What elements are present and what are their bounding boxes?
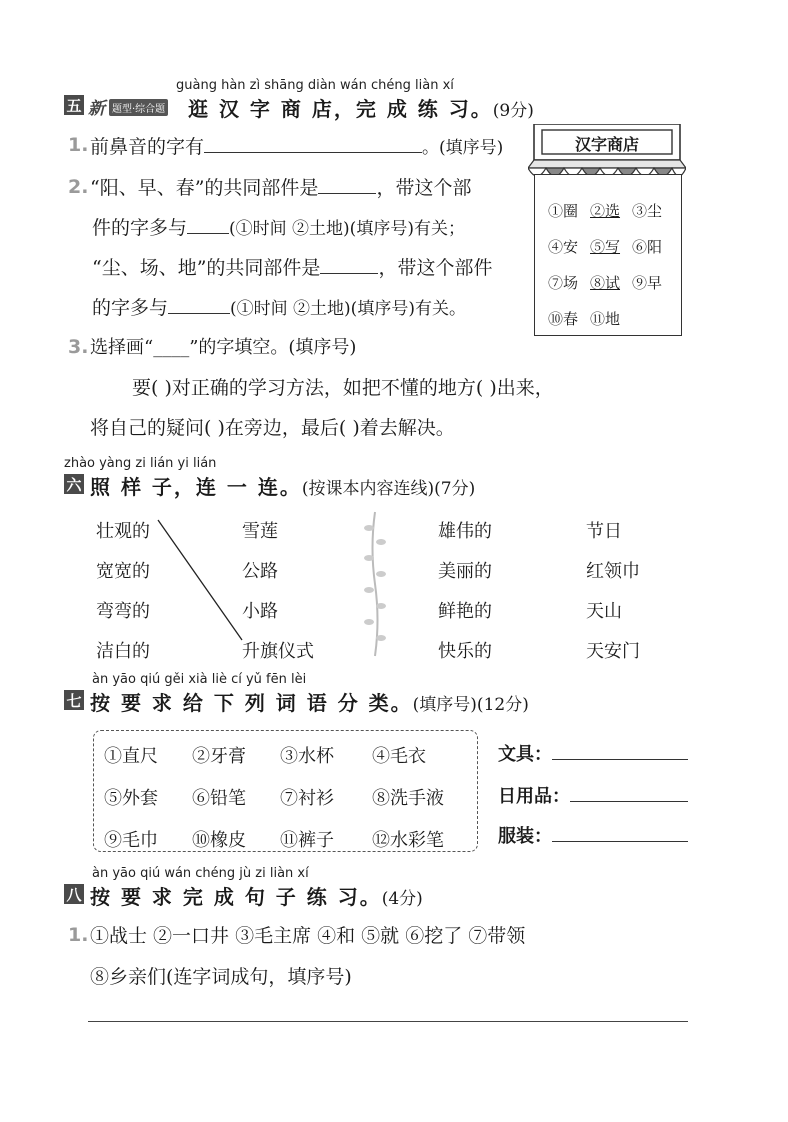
word-bank-row (104, 820, 462, 862)
match-right-col-b (586, 512, 640, 672)
match-item[interactable]: 鲜艳的 (438, 601, 492, 622)
q2-blank3[interactable] (320, 255, 378, 274)
sentence-answer-line[interactable] (88, 1021, 688, 1022)
sec5-score: (9分) (492, 101, 534, 121)
shop-row (548, 192, 674, 228)
sec7-title-text: 按 要 求 给 下 列 词 语 分 类。 (90, 691, 413, 715)
q1-number: 1. (68, 134, 89, 156)
word-bank (104, 736, 462, 862)
shop-chars (548, 192, 674, 336)
sec6-note: (按课本内容连线)(7分) (301, 479, 476, 499)
word-item: ⑥铅笔 (192, 788, 246, 809)
match-right-col-a (438, 512, 492, 672)
q2-line4-b: (①时间 ②土地)(填序号)有关。 (230, 299, 466, 319)
new-tag: 新 (88, 99, 105, 119)
sec8-pinyin: àn yāo qiú wán chéng jù zi liàn xí (92, 866, 309, 881)
shop-row (548, 228, 674, 264)
q2-line1-b: ，带这个部 (376, 177, 472, 199)
category-label: 日用品： (498, 786, 570, 807)
match-item[interactable]: 弯弯的 (96, 601, 150, 622)
q2-line4 (92, 293, 466, 320)
sec8-q1-line2: ⑧乡亲们(连字词成句，填序号) (90, 966, 352, 988)
shop-sign: 汉字商店 (574, 135, 639, 154)
shop-char: ⑧试 (590, 273, 621, 292)
sec7-note: (填序号)(12分) (412, 695, 529, 715)
word-item: ⑩橡皮 (192, 830, 246, 851)
match-item[interactable]: 红领巾 (586, 561, 640, 582)
category-answer-blank[interactable] (552, 743, 688, 760)
shop-row (548, 264, 674, 300)
q1-answer-blank[interactable] (204, 134, 422, 153)
q1-suffix: 。(填序号) (422, 138, 504, 158)
match-left-col-a (96, 512, 150, 672)
match-left-col-b (242, 512, 314, 672)
word-item: ⑤外套 (104, 788, 158, 809)
section-badge-5: 五 (64, 95, 84, 115)
q1-text (90, 132, 503, 159)
q2-line4-a: 的字多与 (92, 297, 169, 319)
sec6-title (90, 471, 475, 500)
word-item: ⑨毛巾 (104, 830, 158, 851)
section-badge-7: 七 (64, 690, 84, 710)
word-item: ③水杯 (280, 746, 334, 767)
word-bank-row (104, 736, 462, 778)
match-item[interactable]: 升旗仪式 (242, 641, 314, 662)
q2-blank1[interactable] (318, 175, 376, 194)
match-item[interactable]: 美丽的 (438, 561, 492, 582)
word-item: ⑪裤子 (280, 830, 334, 851)
match-item[interactable]: 洁白的 (96, 641, 150, 662)
sec8-title (90, 881, 423, 910)
sec8-title-text: 按 要 求 完 成 句 子 练 习。 (90, 885, 382, 909)
shop-char: ⑪地 (590, 309, 621, 328)
q2-line3-b: ，带这个部件 (378, 257, 493, 279)
sec7-title (90, 687, 529, 716)
shop-char: ⑨早 (632, 273, 663, 292)
shop-char: ①圈 (548, 201, 579, 220)
q3-number: 3. (68, 336, 89, 358)
q2-blank4[interactable] (168, 295, 230, 314)
sec8-q1-number: 1. (68, 924, 89, 946)
category-label: 服装： (498, 826, 552, 847)
q3-line2[interactable]: 将自己的疑问( )在旁边，最后( )着去解决。 (90, 417, 455, 439)
word-item: ⑦衬衫 (280, 788, 334, 809)
category-wenju (498, 740, 688, 766)
word-item: ①直尺 (104, 746, 158, 767)
q2-line2-a: 件的字多与 (92, 217, 188, 239)
shop-char: ③尘 (632, 201, 663, 220)
match-item[interactable]: 天安门 (586, 641, 640, 662)
q2-line2-b: (①时间 ②土地)(填序号)有关； (229, 219, 465, 239)
q2-number: 2. (68, 176, 89, 198)
sec8-q1-line1: ①战士 ②一口井 ③毛主席 ④和 ⑤就 ⑥挖了 ⑦带领 (90, 925, 526, 947)
word-item: ②牙膏 (192, 746, 246, 767)
sec7-pinyin: àn yāo qiú gěi xià liè cí yǔ fēn lèi (92, 672, 307, 687)
shop-char: ⑩春 (548, 309, 579, 328)
q1-prompt: 前鼻音的字有 (90, 136, 205, 158)
match-item[interactable]: 宽宽的 (96, 561, 150, 582)
match-item[interactable]: 天山 (586, 601, 622, 622)
word-item: ⑧洗手液 (372, 788, 444, 809)
sec5-pinyin: guàng hàn zì shāng diàn wán chéng liàn xí (176, 78, 454, 93)
vine-divider-icon (360, 508, 390, 660)
sec5-title (188, 93, 534, 122)
question-type-chip: 题型·综合题 (109, 99, 168, 116)
match-item[interactable]: 雄伟的 (438, 521, 492, 542)
q2-line3-a: “尘、场、地”的共同部件是 (92, 257, 321, 279)
q3-title: 选择画“____”的字填空。(填序号) (90, 337, 357, 358)
sec6-pinyin: zhào yàng zi lián yi lián (64, 456, 217, 471)
shop-char: ⑤写 (590, 237, 621, 256)
q3-line1[interactable]: 要( )对正确的学习方法，如把不懂的地方( )出来， (132, 377, 554, 399)
match-item[interactable]: 快乐的 (438, 641, 492, 662)
word-item: ⑫水彩笔 (372, 830, 444, 851)
q2-line1 (90, 173, 471, 200)
q2-blank2[interactable] (187, 215, 229, 234)
shop-char: ②选 (590, 201, 621, 220)
shop-char: ⑥阳 (632, 237, 663, 256)
shop-row (548, 300, 674, 336)
category-answer-blank[interactable] (570, 785, 688, 802)
sec8-note: (4分) (381, 889, 423, 909)
sec6-title-text: 照 样 子，连 一 连。 (90, 475, 302, 499)
match-item[interactable]: 小路 (242, 601, 278, 622)
word-item: ④毛衣 (372, 746, 426, 767)
word-bank-row (104, 778, 462, 820)
category-answer-blank[interactable] (552, 825, 688, 842)
category-fuzhuang (498, 822, 688, 848)
q2-line2 (92, 213, 465, 240)
category-label: 文具： (498, 744, 552, 765)
section-badge-6: 六 (64, 474, 84, 494)
match-item[interactable]: 节日 (586, 521, 622, 542)
q2-line3 (92, 253, 492, 280)
match-item[interactable]: 雪莲 (242, 521, 278, 542)
match-item[interactable]: 壮观的 (96, 521, 150, 542)
example-connecting-line (150, 512, 250, 652)
shop-char: ⑦场 (548, 273, 579, 292)
sec5-title-text: 逛 汉 字 商 店，完 成 练 习。 (188, 97, 493, 121)
category-riyongpin (498, 782, 688, 808)
q2-line1-a: “阳、早、春”的共同部件是 (90, 177, 319, 199)
shop-char: ④安 (548, 237, 579, 256)
section-badge-8: 八 (64, 884, 84, 904)
match-item[interactable]: 公路 (242, 561, 278, 582)
